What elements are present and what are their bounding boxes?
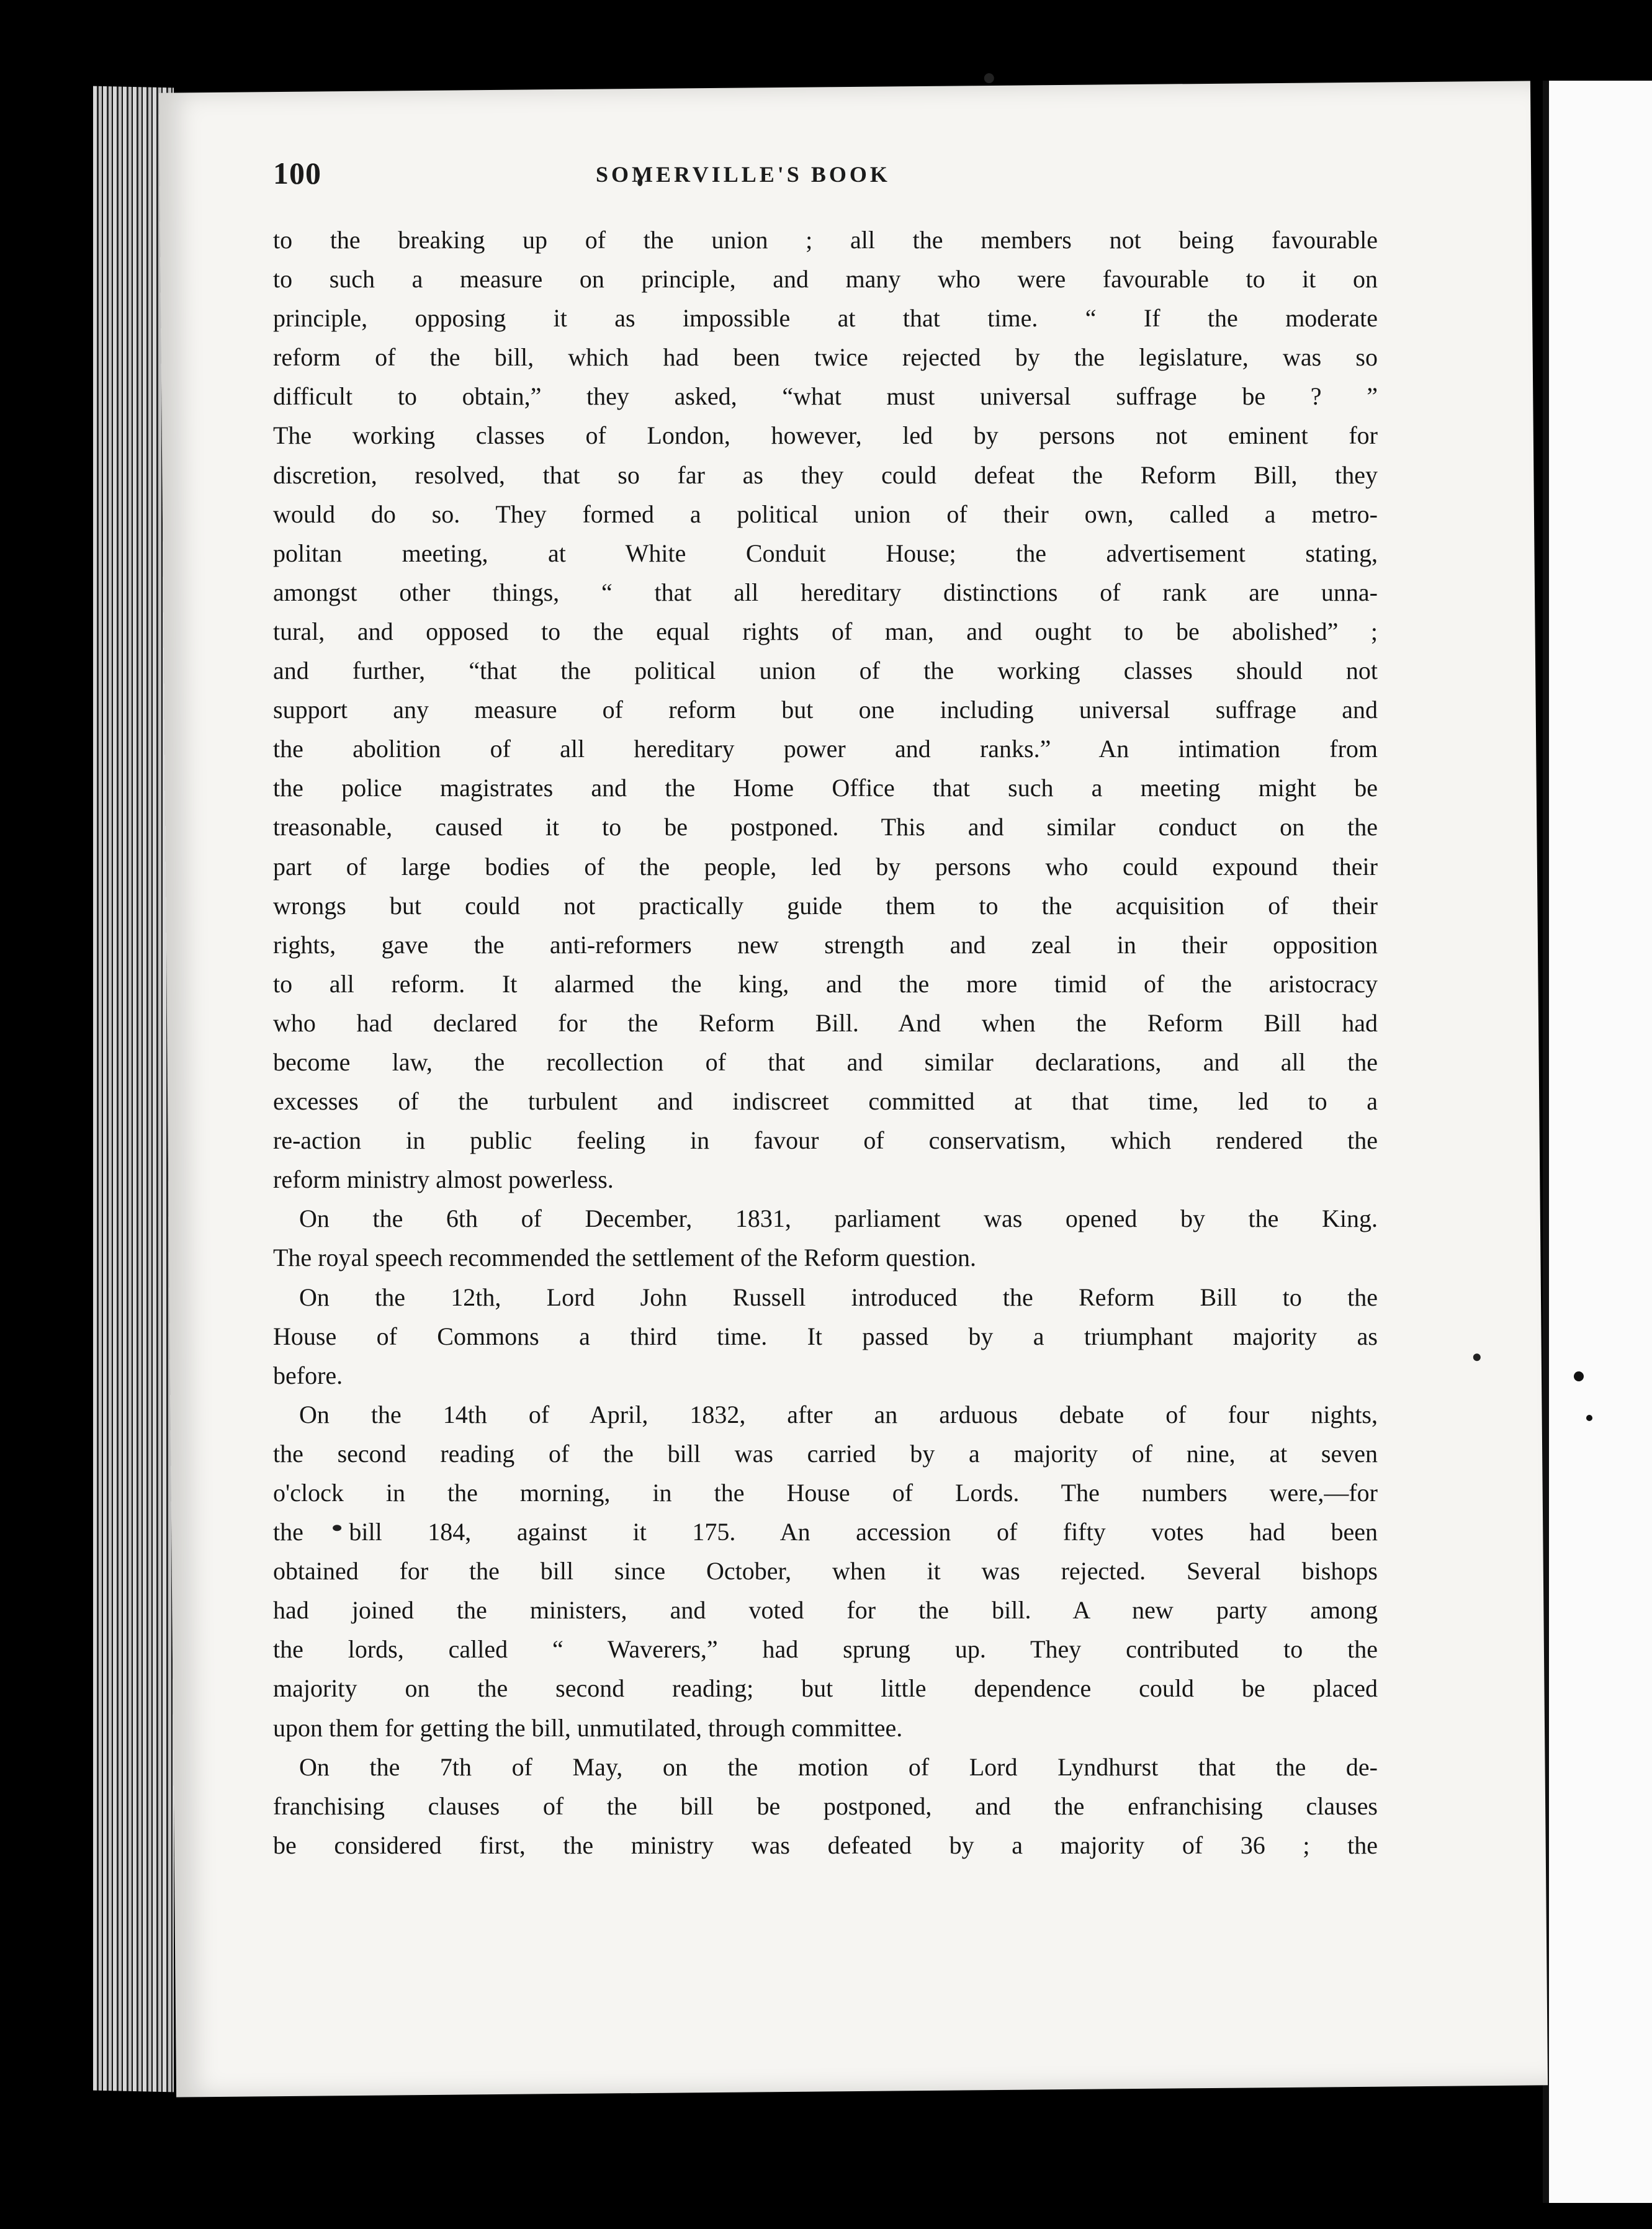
facing-page-edge — [1543, 81, 1652, 2203]
text-line: amongst other things, “ that all hereditary distinctions of rank are unna- — [273, 578, 1378, 606]
paragraph-start-line: On the 6th of December, 1831, parliament was opened by the King. — [299, 1204, 1378, 1233]
ink-speck — [1586, 1415, 1592, 1421]
text-line: who had declared for the Reform Bill. And when the Reform Bill had — [273, 1008, 1378, 1037]
paragraph-start-line: On the 12th, Lord John Russell introduced the Reform Bill to the — [299, 1283, 1378, 1311]
text-line: tural, and opposed to the equal rights of man, and ought to be abolished” ; — [273, 617, 1378, 645]
text-line: before. — [273, 1361, 343, 1389]
text-line: had joined the ministers, and voted for the bill. A new party among — [273, 1596, 1378, 1625]
ink-speck — [1473, 1353, 1481, 1361]
text-line: reform ministry almost powerless. — [273, 1165, 614, 1194]
paragraph-start-line: On the 14th of April, 1832, after an arduous debate of four nights, — [299, 1400, 1378, 1428]
text-line: principle, opposing it as impossible at that time. “ If the moderate — [273, 304, 1378, 333]
text-line: become law, the recollection of that and similar declarations, and all the — [273, 1047, 1378, 1076]
ink-speck — [1574, 1371, 1584, 1381]
text-line: reform of the bill, which had been twice rejected by the legislature, was so — [273, 343, 1378, 372]
text-line: to the breaking up of the union ; all the members not being favourable — [273, 226, 1378, 254]
text-line: franchising clauses of the bill be postponed, and the enfranchising clauses — [273, 1792, 1378, 1820]
text-line: upon them for getting the bill, unmutilated, through committee. — [273, 1713, 903, 1742]
text-line: The royal speech recommended the settlement of the Reform question. — [273, 1244, 976, 1272]
text-line: and further, “that the political union of the working classes should not — [273, 657, 1378, 685]
paragraph-start-line: On the 7th of May, on the motion of Lord Lyndhurst that the de- — [299, 1752, 1378, 1781]
text-line: treasonable, caused it to be postponed. This and similar conduct on the — [273, 813, 1378, 841]
text-line: the second reading of the bill was carried by a majority of nine, at seven — [273, 1439, 1378, 1468]
text-line: the abolition of all hereditary power and ranks.” An intimation from — [273, 735, 1378, 763]
text-line: the police magistrates and the Home Office that such a meeting might be — [273, 774, 1378, 802]
body-text — [273, 220, 1378, 1865]
text-line: be considered first, the ministry was defeated by a majority of 36 ; the — [273, 1831, 1378, 1859]
text-line: part of large bodies of the people, led by persons who could expound their — [273, 852, 1378, 881]
text-line: to such a measure on principle, and many who were favourable to it on — [273, 265, 1378, 294]
text-line: support any measure of reform but one including universal suffrage and — [273, 696, 1378, 724]
text-line: the bill 184, against it 175. An accession of fifty votes had been — [273, 1518, 1378, 1546]
text-line: obtained for the bill since October, when it was rejected. Several bishops — [273, 1557, 1378, 1585]
text-line: rights, gave the anti-reformers new strength and zeal in their opposition — [273, 930, 1378, 959]
text-line: politan meeting, at White Conduit House; the advertisement stating, — [273, 539, 1378, 567]
running-head: SOMERVILLE'S BOOK — [596, 162, 891, 187]
text-line: House of Commons a third time. It passed by a triumphant majority as — [273, 1322, 1378, 1350]
text-line: excesses of the turbulent and indiscreet committed at that time, led to a — [273, 1087, 1378, 1116]
page-header — [273, 155, 1080, 205]
text-line: discretion, resolved, that so far as they could defeat the Reform Bill, they — [273, 460, 1378, 489]
text-line: to all reform. It alarmed the king, and the more timid of the aristocracy — [273, 969, 1378, 998]
text-line: majority on the second reading; but little dependence could be placed — [273, 1674, 1378, 1703]
text-line: would do so. They formed a political union of their own, called a metro- — [273, 500, 1378, 528]
text-line: difficult to obtain,” they asked, “what must universal suffrage be ? ” — [273, 382, 1378, 411]
text-line: o'clock in the morning, in the House of Lords. The numbers were,—for — [273, 1479, 1378, 1507]
text-line: wrongs but could not practically guide them to the acquisition of their — [273, 891, 1378, 920]
page-number: 100 — [273, 156, 321, 191]
text-line: re-action in public feeling in favour of conservatism, which rendered the — [273, 1126, 1378, 1155]
ink-speck — [984, 73, 994, 83]
text-line: The working classes of London, however, led by persons not eminent for — [273, 421, 1378, 450]
text-line: the lords, called “ Waverers,” had sprung up. They contributed to the — [273, 1635, 1378, 1664]
